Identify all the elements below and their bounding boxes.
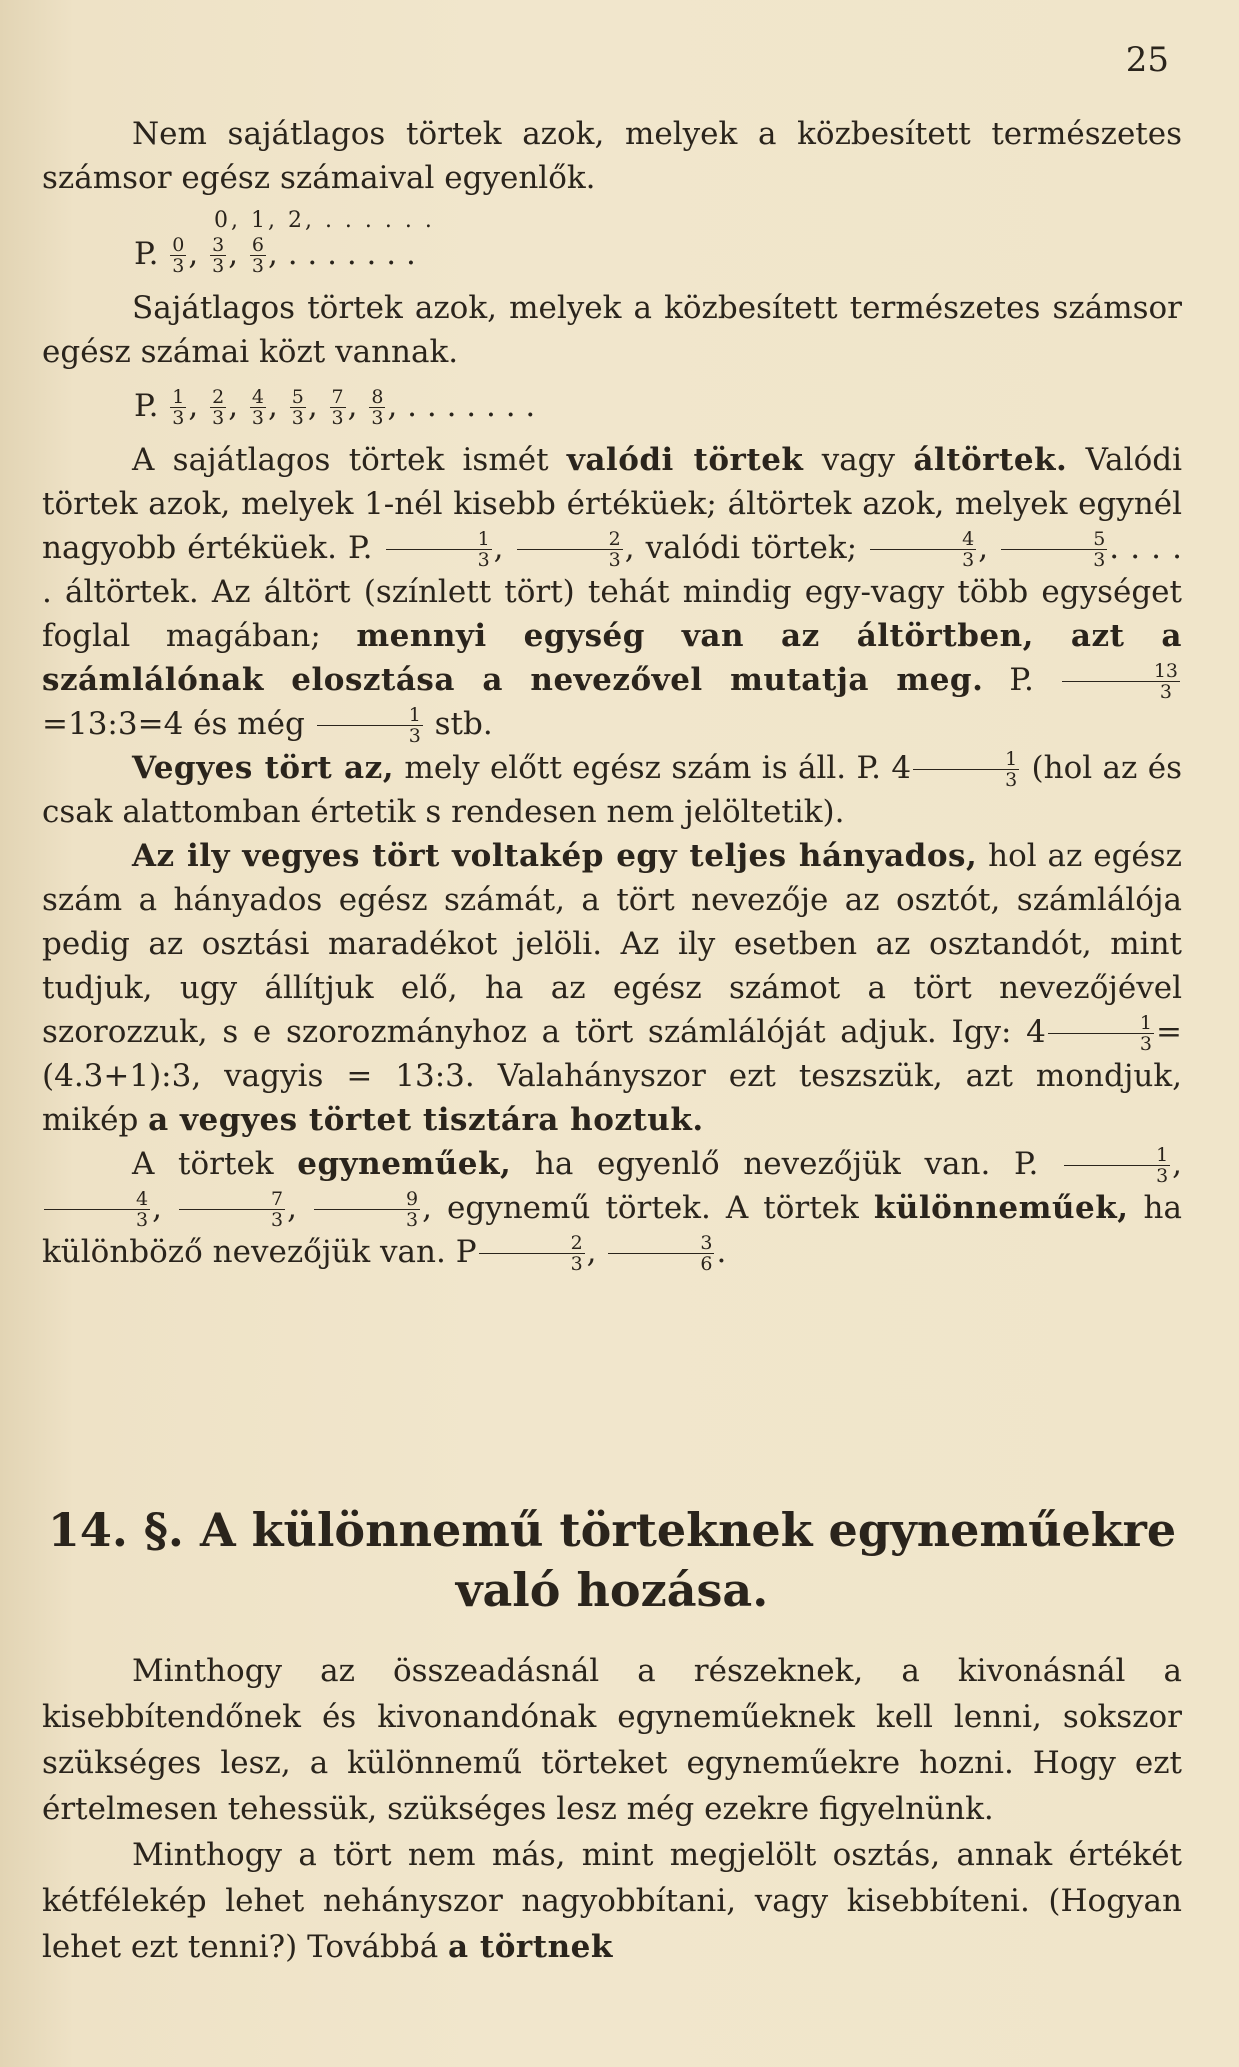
fraction: $\frac{1}{3}$ — [317, 705, 423, 746]
fraction: $\frac{5}{3}$ — [291, 386, 304, 429]
paragraph-division: Minthogy a tört nem más, mint megjelölt osztás, annak értékét kétfélekép lehet nehányszor nagyobbítani, vagy kisebbíteni. (Hogyan lehet ezt tenni?) Továbbá a törtnek — [42, 1837, 1182, 1965]
fraction: $\frac{1}{3}$ — [386, 529, 492, 570]
fraction: $\frac{4}{3}$ — [251, 386, 265, 429]
fraction: $\frac{0}{3}$ — [172, 234, 185, 277]
example-proper-fractions: P. $\frac{1}{3}$ , $\frac{2}{3}$ , $\frac{4}{3}$ , $\frac{5}{3}$ , $\frac{7}{3}$ , $\frac{8}{3}$ , . . . . . . . — [134, 386, 536, 429]
ellipsis: , . . . . . . . — [387, 388, 536, 424]
fraction: $\frac{4}{3}$ — [44, 1189, 150, 1230]
page-body — [42, 112, 1182, 1274]
fraction: $\frac{2}{3}$ — [212, 386, 225, 429]
page-number: 25 — [1125, 40, 1169, 80]
paragraph-real-and-improper: A sajátlagos törtek ismét valódi törtek vagy áltörtek. Valódi törtek azok, melyek 1-nél kisebb értéküek; áltörtek azok, melyek egynél nagyobb értéküek. P. $\frac{1}{3}$ , $\frac{2}{3}$ , valódi törtek; $\frac{4}{3}$ , $\frac{5}{3}$ . . . . . áltörtek. Az áltört (színlett tört) tehát mindig egy-vagy több egységet foglal magában; mennyi egység van az áltörtben, azt a számlálónak elosztása a nevezővel mutatja meg. P. $\frac{13}{3}$ =13:3=4 és még $\frac{1}{3}$ stb. — [42, 442, 1182, 747]
fraction: $\frac{3}{3}$ — [212, 234, 225, 277]
section-body — [42, 1648, 1182, 1970]
example-top-row: 0, 1, 2, . . . . . . — [214, 208, 435, 233]
fraction: $\frac{7}{3}$ — [331, 386, 344, 429]
example-whole-fractions: 0, 1, 2, . . . . . . P. $\frac{0}{3}$ , $\frac{3}{3}$ , $\frac{6}{3}$ , . . . . . . . — [42, 210, 1182, 276]
example-prefix: P. — [134, 236, 159, 272]
fraction: $\frac{5}{3}$ — [1001, 529, 1107, 570]
paragraph-reason: Minthogy az összeadásnál a részeknek, a kivonásnál a kisebbítendőnek és kivonandónak egyneműeknek kell lenni, sokszor szükséges lesz, a különnemű törteket egyneműekre hozni. Hogy ezt értelmesen tehessük, szükséges lesz még ezekre figyelnünk. — [42, 1653, 1182, 1827]
fraction: $\frac{8}{3}$ — [371, 386, 384, 429]
fraction: $\frac{13}{3}$ — [1062, 661, 1180, 702]
fraction: $\frac{6}{3}$ — [251, 234, 265, 277]
paragraph-mixed-fraction: Vegyes tört az, mely előtt egész szám is áll. P. 4 $\frac{1}{3}$ (hol az és csak alattomban értetik s rendesen nem jelöltetik). — [42, 748, 1182, 830]
fraction: $\frac{1}{3}$ — [913, 749, 1019, 790]
section-heading: 14. §. A különnemű törteknek egyneműekre való hozása. — [47, 1503, 1177, 1617]
ellipsis: , . . . . . . . — [268, 236, 416, 272]
paragraph-improper: Nem sajátlagos törtek azok, melyek a közbesített természetes számsor egész számaival egyenlők. — [42, 116, 1182, 196]
fraction: $\frac{2}{3}$ — [479, 1233, 585, 1274]
fraction: $\frac{7}{3}$ — [179, 1189, 285, 1230]
fraction: $\frac{4}{3}$ — [870, 529, 976, 570]
paragraph-quotient: Az ily vegyes tört voltakép egy teljes hányados, hol az egész szám a hányados egész számát, a tört nevezője az osztót, számlálója pedig az osztási maradékot jelöli. Az ily esetben az osztandót, mint tudjuk, ugy állítjuk elő, ha az egész számot a tört nevezőjével szorozzuk, s e szorozmányhoz a tört számlálóját adjuk. Igy: 4 $\frac{1}{3}$ =(4.3+1):3, vagyis = 13:3. Valahányszor ezt teszszük, azt mondjuk, mikép a vegyes törtet tisztára hoztuk. — [42, 838, 1183, 1138]
fraction: $\frac{1}{3}$ — [172, 386, 185, 429]
fraction: $\frac{9}{3}$ — [314, 1189, 420, 1230]
fraction: $\frac{2}{3}$ — [517, 529, 623, 570]
paragraph-like-fractions: A törtek egyneműek, ha egyenlő nevezőjük van. P. $\frac{1}{3}$ , $\frac{4}{3}$ , $\frac{7}{3}$ , $\frac{9}{3}$ , egynemű törtek. A törtek különneműek, ha különböző nevezőjük van. P $\frac{2}{3}$ , $\frac{3}{6}$ . — [42, 1144, 1183, 1275]
fraction: $\frac{1}{3}$ — [1048, 1013, 1154, 1054]
paragraph-proper: Sajátlagos törtek azok, melyek a közbesített természetes számsor egész számai közt vannak. — [42, 290, 1182, 370]
fraction: $\frac{3}{6}$ — [608, 1233, 714, 1274]
example-prefix: P. — [134, 388, 159, 424]
fraction: $\frac{1}{3}$ — [1064, 1145, 1170, 1186]
